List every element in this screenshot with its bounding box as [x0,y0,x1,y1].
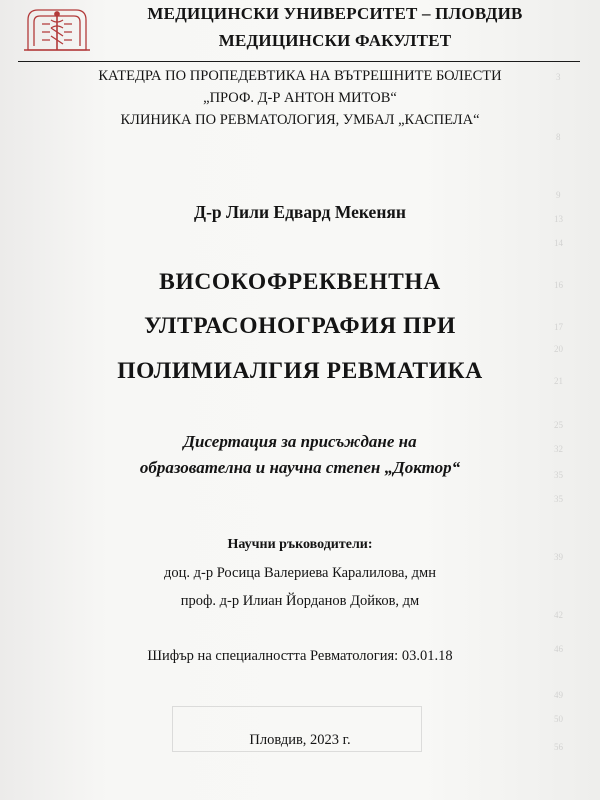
bleed-through-mark: 3 [556,72,561,82]
bleed-through-mark: 14 [554,238,563,248]
bleed-through-mark: 21 [554,376,563,386]
title-line-2: УЛТРАСОНОГРАФИЯ ПРИ [144,313,456,339]
bleed-through-mark: 42 [554,610,563,620]
bleed-through-mark: 20 [554,344,563,354]
bleed-through-mark: 17 [554,322,563,332]
bleed-through-mark: 35 [554,470,563,480]
university-name: МЕДИЦИНСКИ УНИВЕРСИТЕТ – ПЛОВДИВ [147,4,523,23]
bleed-through-mark: 9 [556,190,561,200]
bleed-through-mark: 49 [554,690,563,700]
header-divider [18,61,580,62]
specialty-code: Шифър на специалността Ревматология: 03.01.18 [147,648,453,664]
bleed-through-mark: 56 [554,742,563,752]
department-line-3: КЛИНИКА ПО РЕВМАТОЛОГИЯ, УМБАЛ „КАСПЕЛА“ [120,112,480,128]
subtitle-line-2: образователна и научна степен „Доктор“ [139,458,461,477]
title-line-3: ПОЛИМИАЛГИЯ РЕВМАТИКА [117,358,483,384]
caduceus-seal-icon [24,10,90,50]
university-logo [20,6,94,54]
bleed-through-mark: 35 [554,494,563,504]
bleed-through-mark: 39 [554,552,563,562]
bleed-through-mark: 46 [554,644,563,654]
supervisor-2: проф. д-р Илиан Йорданов Дойков, дм [180,593,420,609]
bleed-through-mark: 16 [554,280,563,290]
author-name: Д-р Лили Едвард Мекенян [194,202,406,222]
title-line-1: ВИСОКОФРЕКВЕНТНА [159,269,441,295]
subtitle-line-1: Дисертация за присъждане на [183,432,417,451]
bleed-through-mark: 32 [554,444,563,454]
department-line-2: „ПРОФ. Д-Р АНТОН МИТОВ“ [203,90,397,106]
supervisor-1: доц. д-р Росица Валериева Каралилова, дмн [164,565,436,581]
department-line-1: КАТЕДРА ПО ПРОПЕДЕВТИКА НА ВЪТРЕШНИТЕ БОЛЕСТИ [98,68,502,84]
bleed-through-mark: 13 [554,214,563,224]
supervisors-heading: Научни ръководители: [227,537,373,552]
bleed-through-mark: 8 [556,132,561,142]
bleed-through-mark: 25 [554,420,563,430]
place-year: Пловдив, 2023 г. [249,732,351,748]
faculty-name: МЕДИЦИНСКИ ФАКУЛТЕТ [218,31,452,50]
bleed-through-mark: 50 [554,714,563,724]
